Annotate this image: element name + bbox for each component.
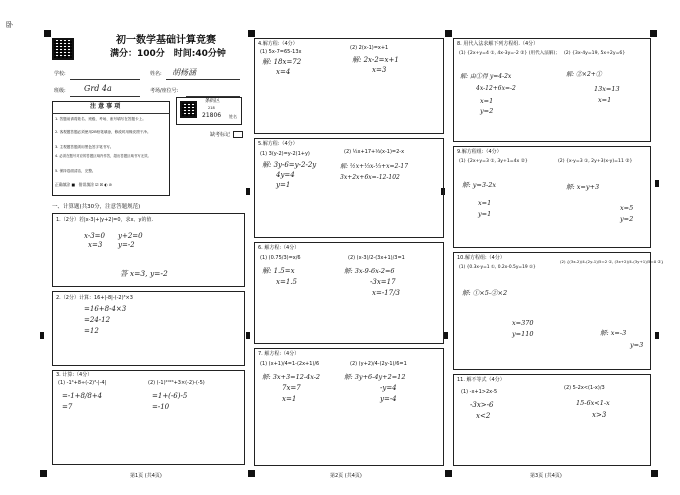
page-title: 初一数学基础计算竞赛 [116, 35, 216, 46]
page-subtitle: 满分：100分 时间:40分钟 [110, 49, 226, 59]
name-label: 姓名: [150, 71, 162, 77]
class-label: 班级: [54, 88, 66, 94]
name-value: 胡杨涵 [172, 68, 196, 77]
barcode-qr [180, 101, 197, 118]
q2-stem: 2.（2分）计算：16+|-8|-(-2)³×3 [56, 295, 133, 301]
seat-label: 考场/座位号: [150, 88, 179, 94]
school-field[interactable] [70, 79, 140, 80]
note-item: 2. 客观题答题必须使用2B铅笔填涂，修改时用橡皮擦干净。 [55, 130, 151, 134]
absent-label: 缺考标记 [210, 132, 231, 138]
page-footer: 第1页 (共4页) [130, 473, 162, 479]
notes-title: 注 意 事 项 [90, 103, 121, 110]
name-field[interactable] [166, 79, 240, 80]
barcode-digits: 21806 [202, 112, 222, 119]
q2-box [52, 291, 245, 366]
note-item: 4. 必须在题号对应的答题区域内作答，超出答题区域书写无效。 [55, 154, 151, 158]
note-item: 5. 保持卷面清洁，完整。 [55, 169, 96, 173]
q1-stem: 1.（2分）若|x-3|+|y+2|=0，求x、y的值. [56, 217, 154, 223]
barcode-label: 条码区 [205, 98, 221, 104]
section-title: 一、计算题(共30分，注意答题规范) [52, 204, 141, 210]
corner-note: 卧 [6, 21, 13, 29]
class-value: Grd 4a [84, 84, 112, 93]
class-field[interactable] [70, 96, 140, 97]
q1-answer: 答 x=3, y=-2 [120, 269, 168, 278]
qr-code [52, 38, 74, 60]
page-footer: 第2页 (共4页) [330, 473, 362, 479]
page-footer: 第3页 (共4页) [530, 473, 562, 479]
barcode-small: 218 [208, 106, 215, 110]
fill-example: 正确填涂 ■ 错误填涂 ☑ ☒ ◐ ⊘ [55, 182, 113, 187]
absent-checkbox[interactable] [233, 131, 243, 138]
q11-box [453, 374, 651, 466]
q3-stem: 3. 计算:（4分） [56, 372, 93, 378]
school-label: 学校: [54, 71, 66, 77]
barcode-tail: 姓名 [229, 114, 237, 119]
note-item: 1. 答题前请将姓名、班级、考场、座号填写在答题卡上。 [55, 117, 146, 121]
note-item: 3. 主观题答题须用黑色签字笔书写。 [55, 145, 114, 149]
